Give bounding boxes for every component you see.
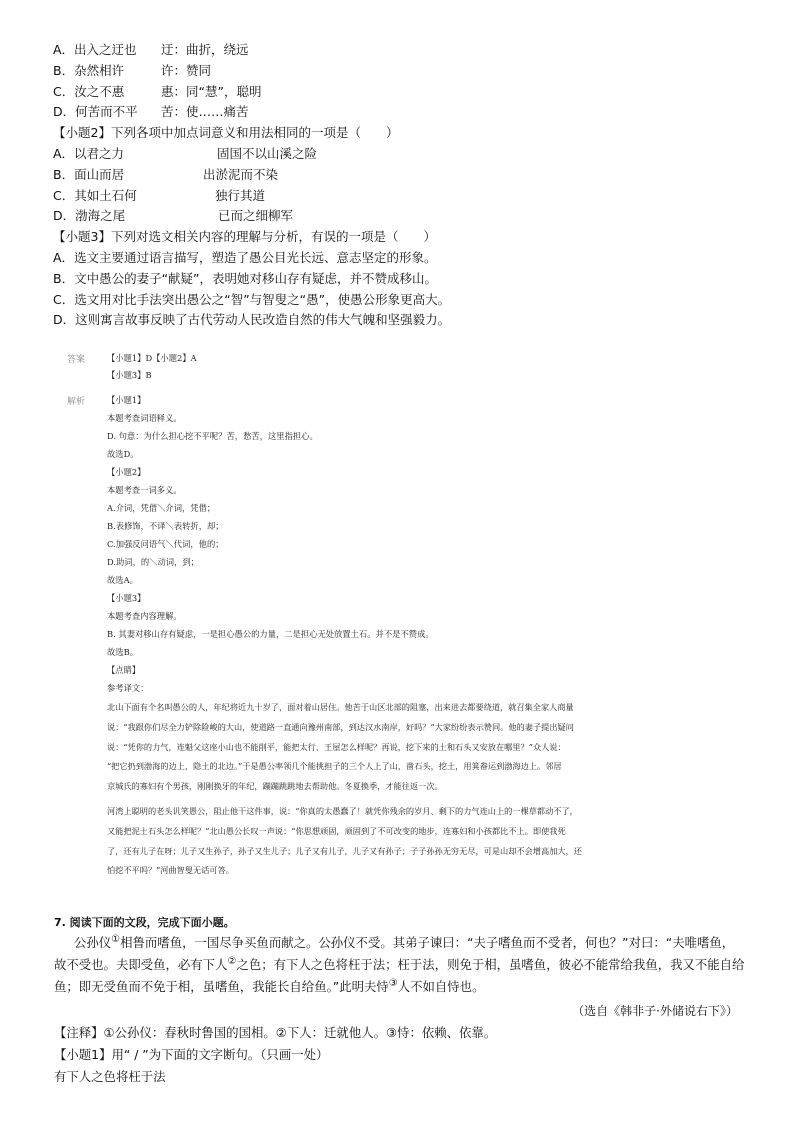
passage-line: 故不受也。夫即受鱼，必有下人②之色；有下人之色将枉于法；枉于法，则免于相，虽嗜鱼，彼必不能常给我鱼，我又不能自给 <box>54 955 745 972</box>
analysis-line: 【小题3】 <box>107 593 146 603</box>
question-3-title: 【小题3】下列对选文相关内容的理解与分析，有误的一项是（ ） <box>53 229 436 245</box>
answer-line: 【小题1】D【小题2】A <box>107 353 197 363</box>
analysis-line: C.加强反问语气＼代词，他的； <box>107 539 224 549</box>
analysis-line: B.表修饰，不译＼表转折，却； <box>107 521 224 531</box>
question-7-title: 7. 阅读下面的文段，完成下面小题。 <box>54 916 235 929</box>
passage-notes: 【注释】①公孙仪：春秋时鲁国的国相。②下人：迁就他人。③恃：依赖、依靠。 <box>54 1025 497 1040</box>
option-2a: A．以君之力 固国不以山溪之险 <box>53 145 318 161</box>
option-2c: C．其如土石何 独行其道 <box>53 187 266 203</box>
option-3a: A．选文主要通过语言描写，塑造了愚公目光长远、意志坚定的形象。 <box>53 249 437 265</box>
option-2d: D．渤海之尾 已而之细柳军 <box>53 208 294 224</box>
analysis-line: 故选B。 <box>107 647 138 657</box>
option-3c: C．选文用对比手法突出愚公之“智”与智叟之“愚”，使愚公形象更高大。 <box>53 291 451 307</box>
answer-label: 答案 <box>67 355 86 365</box>
translation-paragraph-2: 河湾上聪明的老头讥笑愚公，阻止他干这件事，说：“你真的太愚蠢了！就凭你残余的岁月、剩下的力气连山上的一棵草都动不了， 又能把泥土石头怎么样呢？”北山愚公长叹一声说：“你思想顽固，顽固到了不可改变的地步，连寡妇和小孩都比不上。即使我死 了，还有儿子在呀；儿子又生孙子，孙子又生儿子；儿子又有儿子，儿子又有孙子；子子孙孙无穷无尽，可是山却不会增高加大，还 怕挖不平吗？”河曲智叟无话可答。 <box>107 806 582 876</box>
passage-line: 公孙仪①相鲁而嗜鱼，一国尽争买鱼而献之。公孙仪不受。其弟子谏曰：“夫子嗜鱼而不受者，何也？”对曰：“夫唯嗜鱼， <box>74 933 735 950</box>
analysis-line: 故选A。 <box>107 575 138 585</box>
option-3b: B．文中愚公的妻子“献疑”，表明她对移山存有疑虑，并不赞成移山。 <box>53 270 438 286</box>
question-7 <box>54 914 744 1088</box>
analysis-line: A.介词，凭借＼介词，凭借； <box>107 503 216 513</box>
analysis-line: 【小题1】 <box>107 395 146 405</box>
question-block <box>53 40 753 331</box>
analysis-line: D.助词，的＼动词，到； <box>107 557 199 567</box>
answer-line: 【小题3】B <box>107 370 152 380</box>
option-1c: C．汝之不惠 惠：同“慧”，聪明 <box>53 83 262 99</box>
option-1d: D．何苦而不平 苦：使……痛苦 <box>53 104 249 120</box>
analysis-line: 参考译文： <box>107 683 149 693</box>
option-3d: D．这则寓言故事反映了古代劳动人民改造自然的伟大气魄和坚强毅力。 <box>53 312 451 328</box>
subquestion-1: 【小题1】用“ / ”为下面的文字断句。（只画一处） <box>54 1047 329 1062</box>
analysis-line: 本题考查一词多义。 <box>107 485 182 495</box>
analysis-line: 【小题2】 <box>107 467 146 477</box>
passage-source: （选自《韩非子·外储说右下》） <box>572 1004 738 1018</box>
option-1a: A．出入之迂也 迂：曲折，绕远 <box>53 42 249 57</box>
analysis-line: B. 其妻对移山存有疑虑，一是担心愚公的力量，二是担心无处放置土石。并不是不赞成。 <box>107 629 434 639</box>
analysis-line: D. 句意：为什么担心挖不平呢？苦，愁苦，这里指担心。 <box>107 431 318 441</box>
option-1b: B．杂然相许 许：赞同 <box>53 62 212 78</box>
translation-paragraph-1: 北山下面有个名叫愚公的人，年纪将近九十岁了，面对着山居住。他苦于山区北部的阻塞，出来进去都要绕道，就召集全家人商量 说：“我跟你们尽全力铲除险峻的大山，使道路一直通向豫州南部，到达汉水南岸，好吗？”大家纷纷表示赞同。他的妻子提出疑问 说：“凭你的力气，连魁父这座小山也不能削平，能把太行、王屋怎么样呢？再说，挖下来的土和石头又安放在哪里？”众人说： “把它扔到渤海的边上，隐土的北边。”于是愚公率领几个能挑担子的三个人上了山，凿石头，挖土，用箕畚运到渤海边上。邻居 京城氏的寡妇有个男孩，刚刚换牙的年纪，蹦蹦跳跳地去帮助他。冬夏换季，才能往返一次。 <box>107 702 574 792</box>
option-2b: B．面山而居 出淤泥而不染 <box>53 166 279 182</box>
analysis-line: 【点睛】 <box>107 665 141 675</box>
passage-line: 鱼；即无受鱼而不免于相，虽嗜鱼，我能长自给鱼。”此明夫恃③人不如自恃也。 <box>54 977 485 994</box>
analysis-line: 本题考查词语释义。 <box>107 413 182 423</box>
analysis-line: 本题考查内容理解。 <box>107 611 182 621</box>
subquestion-1-text: 有下人之色将枉于法 <box>54 1069 166 1084</box>
analysis-line: 故选D。 <box>107 449 139 459</box>
question-2-title: 【小题2】下列各项中加点词意义和用法相同的一项是（ ） <box>53 125 399 141</box>
analysis-label: 解析 <box>67 397 86 407</box>
